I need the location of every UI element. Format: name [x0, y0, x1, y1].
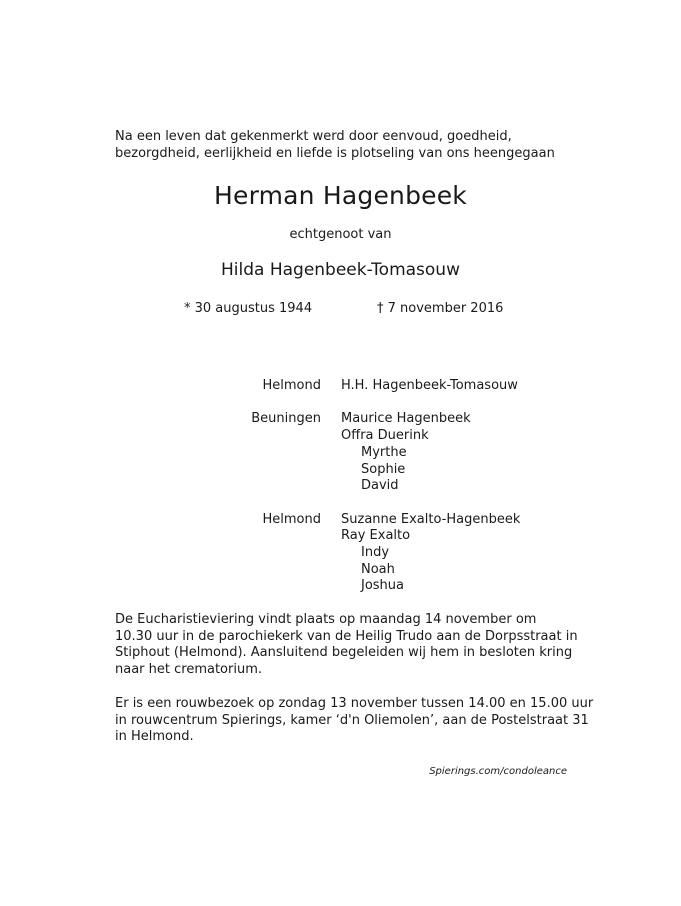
- family-group: [0, 512, 681, 596]
- deceased-name: Herman Hagenbeek: [213, 181, 467, 210]
- family-members: [341, 411, 681, 495]
- family-member-name: Suzanne Exalto-Hagenbeek: [341, 511, 521, 527]
- family-group: [0, 411, 681, 495]
- paragraph-line: in Helmond.: [115, 729, 194, 745]
- grandchild-name: Joshua: [361, 578, 405, 594]
- spouse-name: Hilda Hagenbeek-Tomasouw: [220, 260, 460, 280]
- grandchild-name: David: [361, 478, 399, 494]
- family-member-name: H.H. Hagenbeek-Tomasouw: [341, 378, 518, 393]
- paragraph-line: in rouwcentrum Spierings, kamer ‘d'n Oliemolen’, aan de Postelstraat 31: [115, 712, 589, 728]
- family-members: [341, 378, 681, 395]
- paragraph-line: Stiphout (Helmond). Aansluitend begeleiden wij hem in besloten kring: [115, 645, 573, 661]
- paragraph-line: De Eucharistieviering vindt plaats op maandag 14 november om: [115, 612, 537, 627]
- family-place: Helmond: [262, 511, 321, 527]
- intro-text: [115, 128, 575, 162]
- condolence-website: Spierings.com/condoleance: [429, 766, 567, 777]
- family-group: [0, 378, 681, 395]
- intro-line: bezorgdheid, eerlijkheid en liefde is plotseling van ons heengegaan: [115, 146, 555, 161]
- family-member-name: Maurice Hagenbeek: [341, 411, 471, 427]
- grandchild-name: Indy: [361, 545, 390, 560]
- paragraph-line: 10.30 uur in de parochiekerk van de Heilig Trudo aan de Dorpsstraat in: [115, 628, 578, 644]
- visitation-paragraph: [115, 696, 594, 746]
- death-date: † 7 november 2016: [377, 301, 504, 316]
- family-place: Helmond: [262, 378, 321, 393]
- family-place: Beuningen: [251, 411, 321, 427]
- family-list: [0, 378, 681, 612]
- grandchild-name: Noah: [361, 561, 395, 577]
- grandchild-name: Sophie: [361, 461, 406, 477]
- family-member-name: Offra Duerink: [341, 428, 429, 444]
- relation-text: echtgenoot van: [289, 227, 392, 242]
- intro-line: Na een leven dat gekenmerkt werd door eenvoud, goedheid,: [115, 129, 512, 144]
- grandchild-name: Myrthe: [361, 444, 407, 460]
- service-paragraph: [115, 612, 585, 679]
- family-member-name: Ray Exalto: [341, 528, 411, 544]
- paragraph-line: naar het crematorium.: [115, 662, 262, 678]
- birth-date: * 30 augustus 1944: [184, 301, 313, 316]
- paragraph-line: Er is een rouwbezoek op zondag 13 november tussen 14.00 en 15.00 uur: [115, 696, 594, 711]
- family-members: [341, 512, 681, 596]
